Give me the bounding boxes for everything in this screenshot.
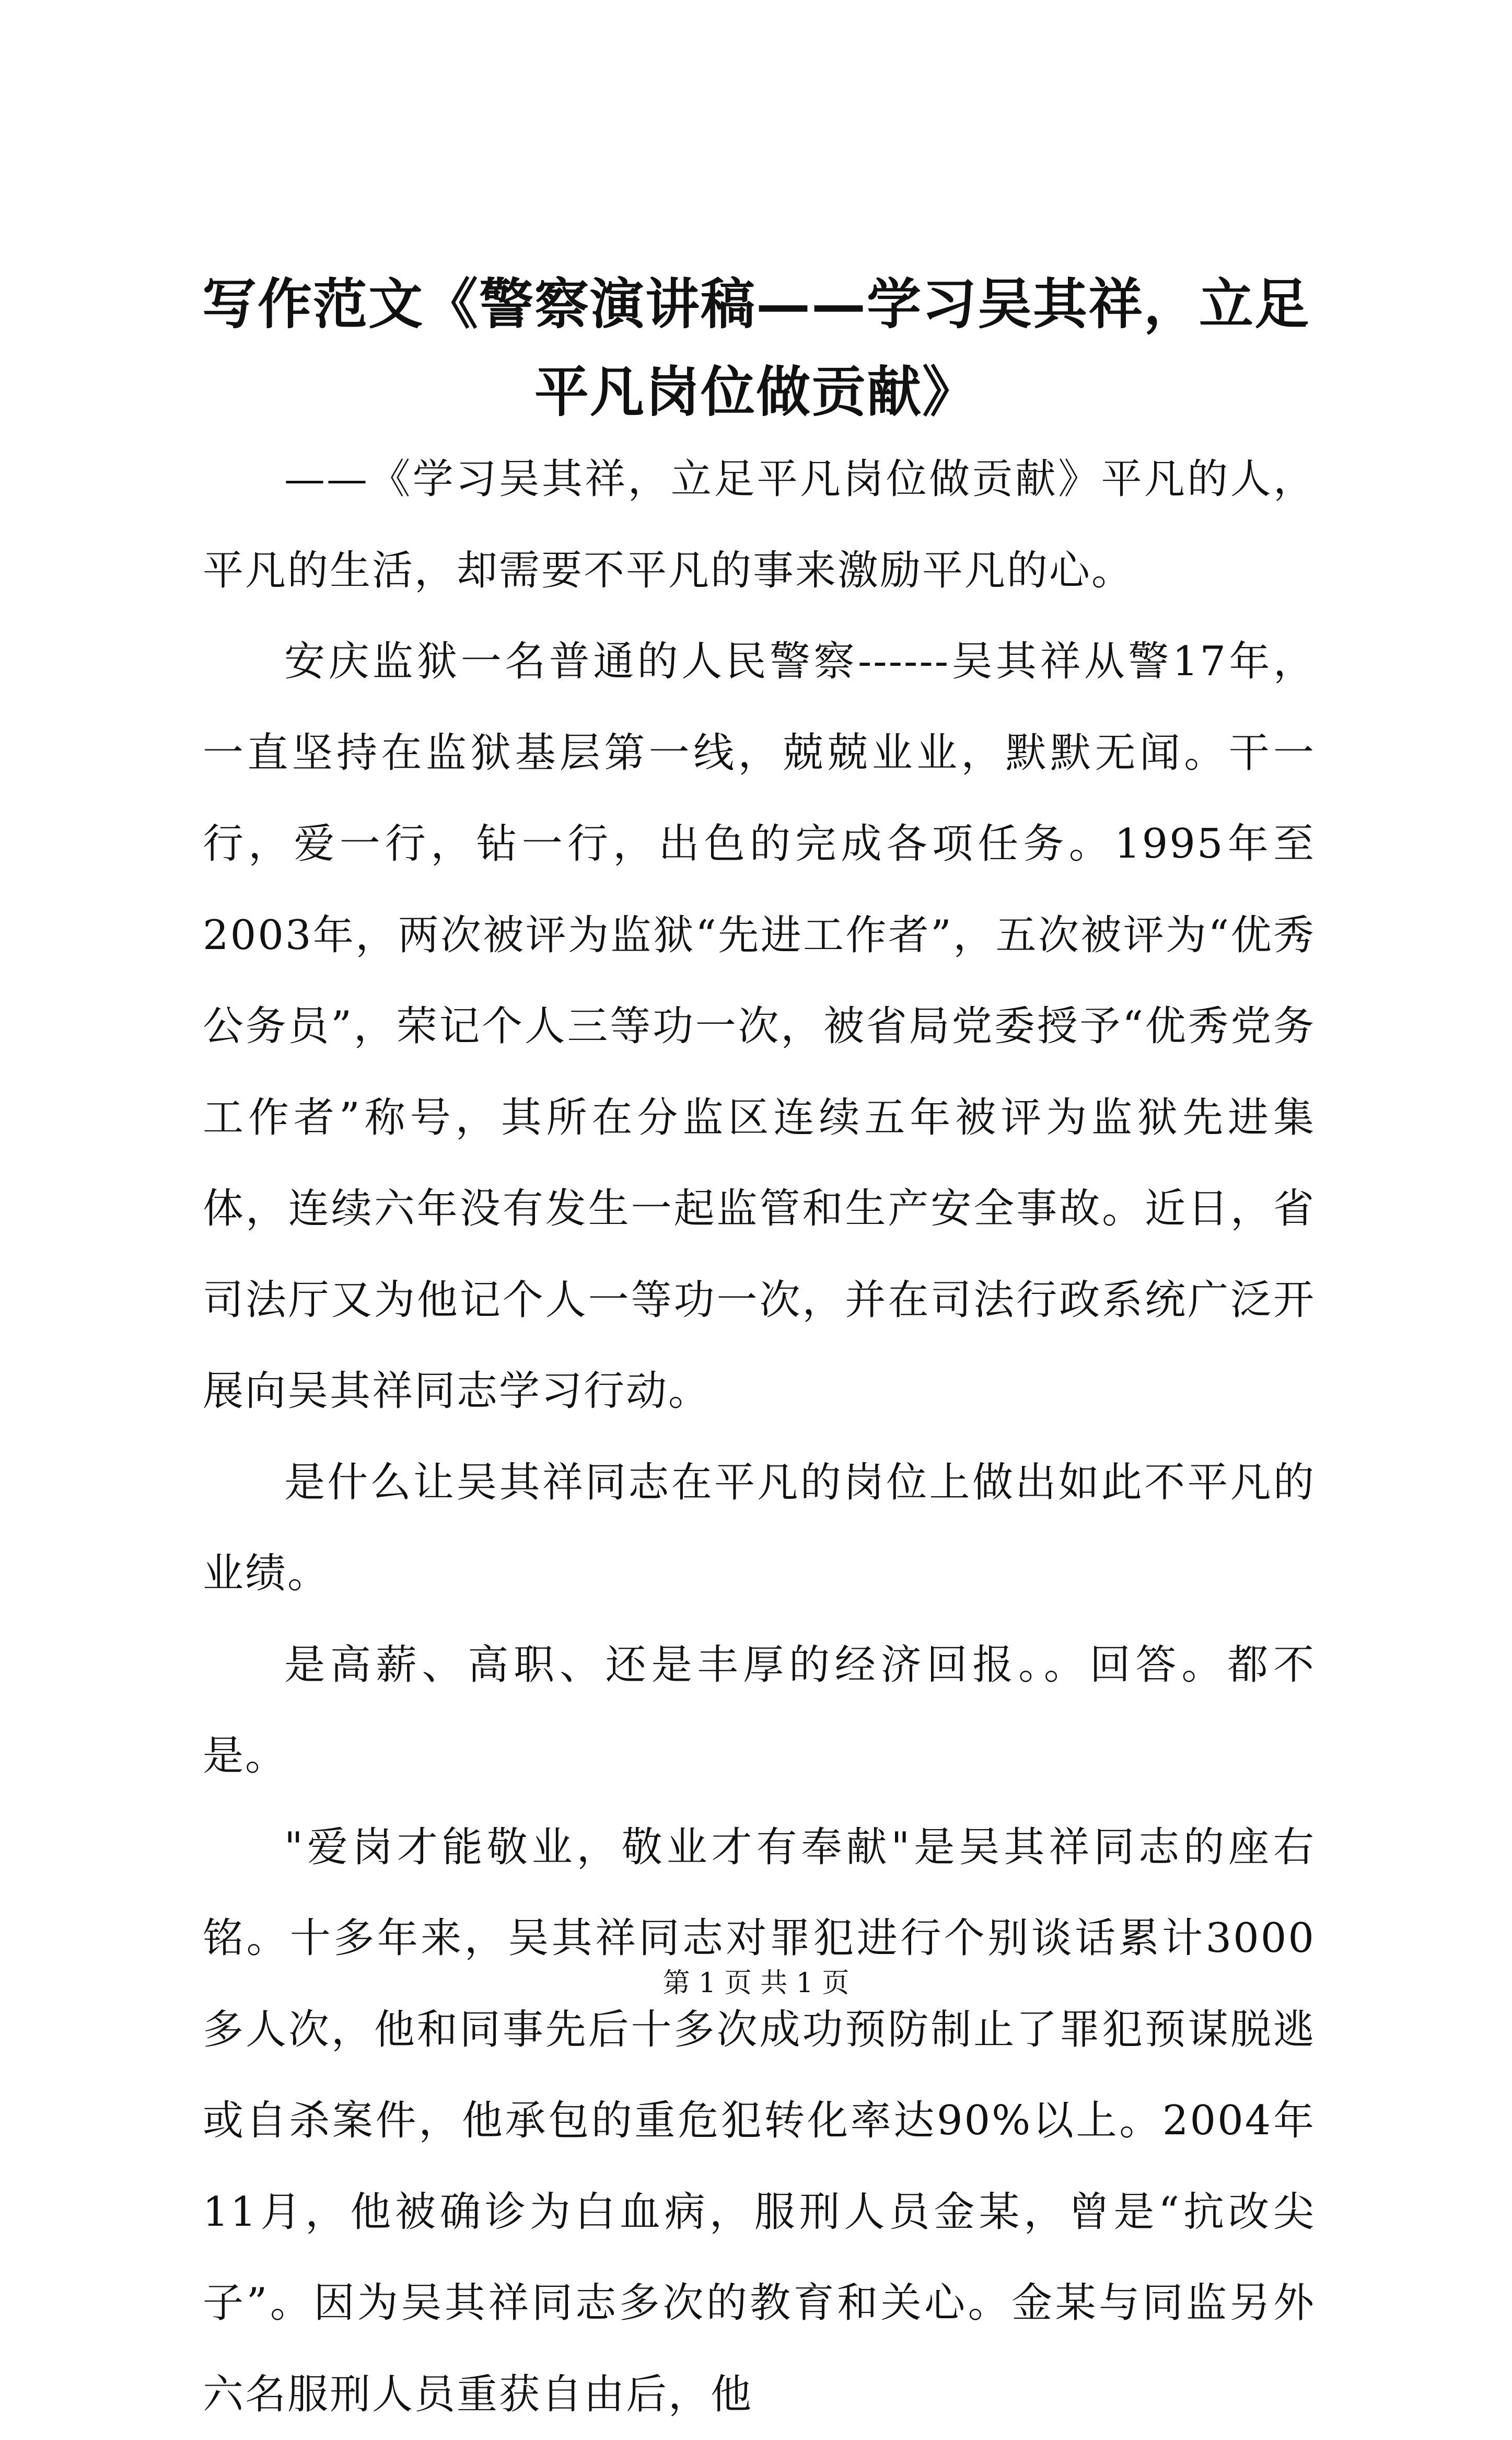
- page-footer: 第 1 页 共 1 页: [0, 1965, 1512, 2002]
- paragraph-2: 安庆监狱一名普通的人民警察------吴其祥从警17年，一直坚持在监狱基层第一线，兢兢业业，默默无闻。干一行，爱一行，钻一行，出色的完成各项任务。1995年至2003年，两次被评为监狱“先进工作者”，五次被评为“优秀公务员”，荣记个人三等功一次，被省局党委授予“优秀党务工作者”称号，其所在分监区连续五年被评为监狱先进集体，连续六年没有发生一起监管和生产安全事故。近日，省司法厅又为他记个人一等功一次，并在司法行政系统广泛开展向吴其祥同志学习行动。: [203, 616, 1316, 1437]
- paragraph-4: 是高薪、高职、还是丰厚的经济回报。。回答。都不是。: [203, 1620, 1316, 1802]
- document-body: [203, 434, 1316, 2440]
- paragraph-1: ——《学习吴其祥，立足平凡岗位做贡献》平凡的人，平凡的生活，却需要不平凡的事来激励平凡的心。: [203, 434, 1316, 616]
- paragraph-5: "爱岗才能敬业，敬业才有奉献"是吴其祥同志的座右铭。十多年来，吴其祥同志对罪犯进行个别谈话累计3000多人次，他和同事先后十多次成功预防制止了罪犯预谋脱逃或自杀案件，他承包的重危犯转化率达90%以上。2004年11月，他被确诊为白血病，服刑人员金某，曾是“抗改尖子”。因为吴其祥同志多次的教育和关心。金某与同监另外六名服刑人员重获自由后，他: [203, 1802, 1316, 2440]
- document-title: 写作范文《警察演讲稿——学习吴其祥，立足平凡岗位做贡献》: [193, 260, 1319, 436]
- paragraph-3: 是什么让吴其祥同志在平凡的岗位上做出如此不平凡的业绩。: [203, 1437, 1316, 1620]
